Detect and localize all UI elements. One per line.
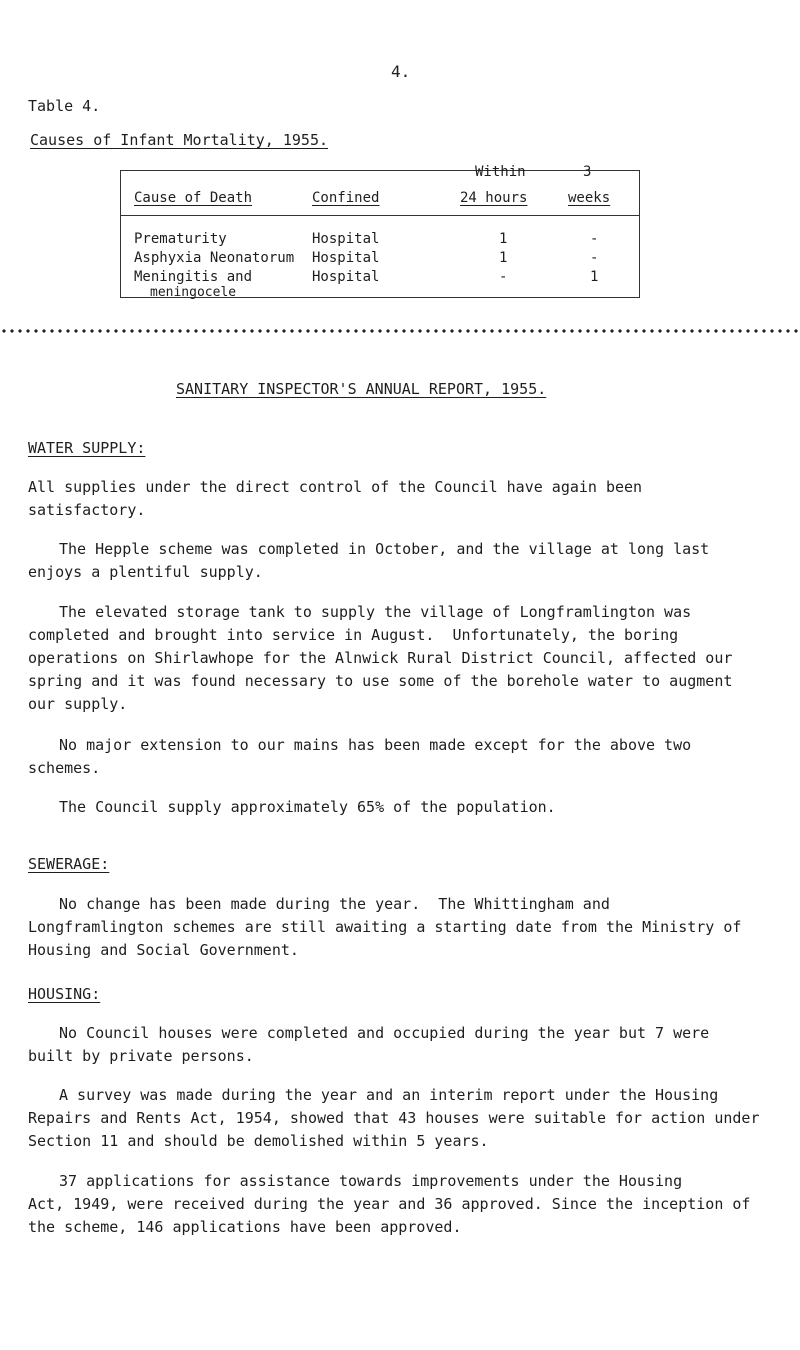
- housing-paragraph-2: [28, 1084, 788, 1153]
- water-supply-heading: WATER SUPPLY:: [28, 439, 146, 457]
- row-1-within: 1: [499, 231, 508, 247]
- row-2-within: 1: [499, 250, 508, 266]
- header-confined: Confined: [312, 190, 380, 206]
- table-left-border: [120, 170, 121, 298]
- text-line: No Council houses were completed and occupied during the year but 7 were: [59, 1024, 710, 1042]
- housing-paragraph-1: [28, 1022, 788, 1068]
- text-line: No major extension to our mains has been made except for the above two: [59, 736, 692, 754]
- text-line: A survey was made during the year and an interim report under the Housing: [59, 1086, 719, 1104]
- text-line: satisfactory.: [28, 501, 146, 519]
- housing-paragraph-3: [28, 1170, 788, 1239]
- page-number: 4.: [391, 62, 411, 81]
- water-paragraph-3: [28, 601, 788, 716]
- text-line: The Council supply approximately 65% of the population.: [59, 798, 556, 816]
- text-line: schemes.: [28, 759, 101, 777]
- text-line: Section 11 and should be demolished within 5 years.: [28, 1132, 489, 1150]
- row-2-cause: Asphyxia Neonatorum: [134, 250, 295, 266]
- row-1-weeks: -: [590, 231, 599, 247]
- text-line: built by private persons.: [28, 1047, 254, 1065]
- water-paragraph-1: [28, 476, 788, 522]
- header-three: 3: [583, 164, 592, 180]
- row-2-confined: Hospital: [312, 250, 380, 266]
- text-line: completed and brought into service in August. Unfortunately, the boring: [28, 626, 679, 644]
- water-paragraph-5: [28, 796, 788, 819]
- text-line: All supplies under the direct control of the Council have again been: [28, 478, 643, 496]
- header-hours: 24 hours: [460, 190, 528, 206]
- text-line: our supply.: [28, 695, 128, 713]
- text-line: The Hepple scheme was completed in October, and the village at long last: [59, 540, 710, 558]
- header-weeks: weeks: [568, 190, 611, 206]
- table-label: Table 4.: [28, 97, 101, 115]
- text-line: operations on Shirlawhope for the Alnwick Rural District Council, affected our: [28, 649, 733, 667]
- row-3-confined: Hospital: [312, 269, 380, 285]
- text-line: Repairs and Rents Act, 1954, showed that 43 houses were suitable for action under: [28, 1109, 760, 1127]
- water-paragraph-2: [28, 538, 788, 584]
- row-3-cause: Meningitis and: [134, 269, 253, 285]
- table-header-rule: [120, 215, 640, 216]
- water-paragraph-4: [28, 734, 788, 780]
- text-line: the scheme, 146 applications have been approved.: [28, 1218, 462, 1236]
- housing-heading: HOUSING:: [28, 985, 101, 1003]
- infant-mortality-table: [120, 164, 640, 300]
- row-3-cause-cont: meningocele: [150, 285, 237, 300]
- text-line: spring and it was found necessary to use some of the borehole water to augment: [28, 672, 733, 690]
- table-caption: Causes of Infant Mortality, 1955.: [30, 131, 329, 149]
- row-2-weeks: -: [590, 250, 599, 266]
- row-3-weeks: 1: [590, 269, 599, 285]
- text-line: enjoys a plentiful supply.: [28, 563, 263, 581]
- text-line: Housing and Social Government.: [28, 941, 299, 959]
- report-title: SANITARY INSPECTOR'S ANNUAL REPORT, 1955.: [176, 380, 547, 398]
- text-line: No change has been made during the year. The Whittingham and: [59, 895, 610, 913]
- table-right-border: [639, 170, 640, 298]
- table-top-rule: [120, 170, 640, 171]
- dotted-separator: [0, 328, 800, 334]
- text-line: 37 applications for assistance towards improvements under the Housing: [59, 1172, 683, 1190]
- header-within: Within: [475, 164, 526, 180]
- sewerage-paragraph-1: [28, 893, 788, 962]
- text-line: Longframlington schemes are still awaiting a starting date from the Ministry of: [28, 918, 742, 936]
- text-line: The elevated storage tank to supply the village of Longframlington was: [59, 603, 692, 621]
- sewerage-heading: SEWERAGE:: [28, 855, 110, 873]
- row-3-within: -: [499, 269, 508, 285]
- row-1-confined: Hospital: [312, 231, 380, 247]
- header-cause: Cause of Death: [134, 190, 253, 206]
- text-line: Act, 1949, were received during the year and 36 approved. Since the inception of: [28, 1195, 751, 1213]
- row-1-cause: Prematurity: [134, 231, 227, 247]
